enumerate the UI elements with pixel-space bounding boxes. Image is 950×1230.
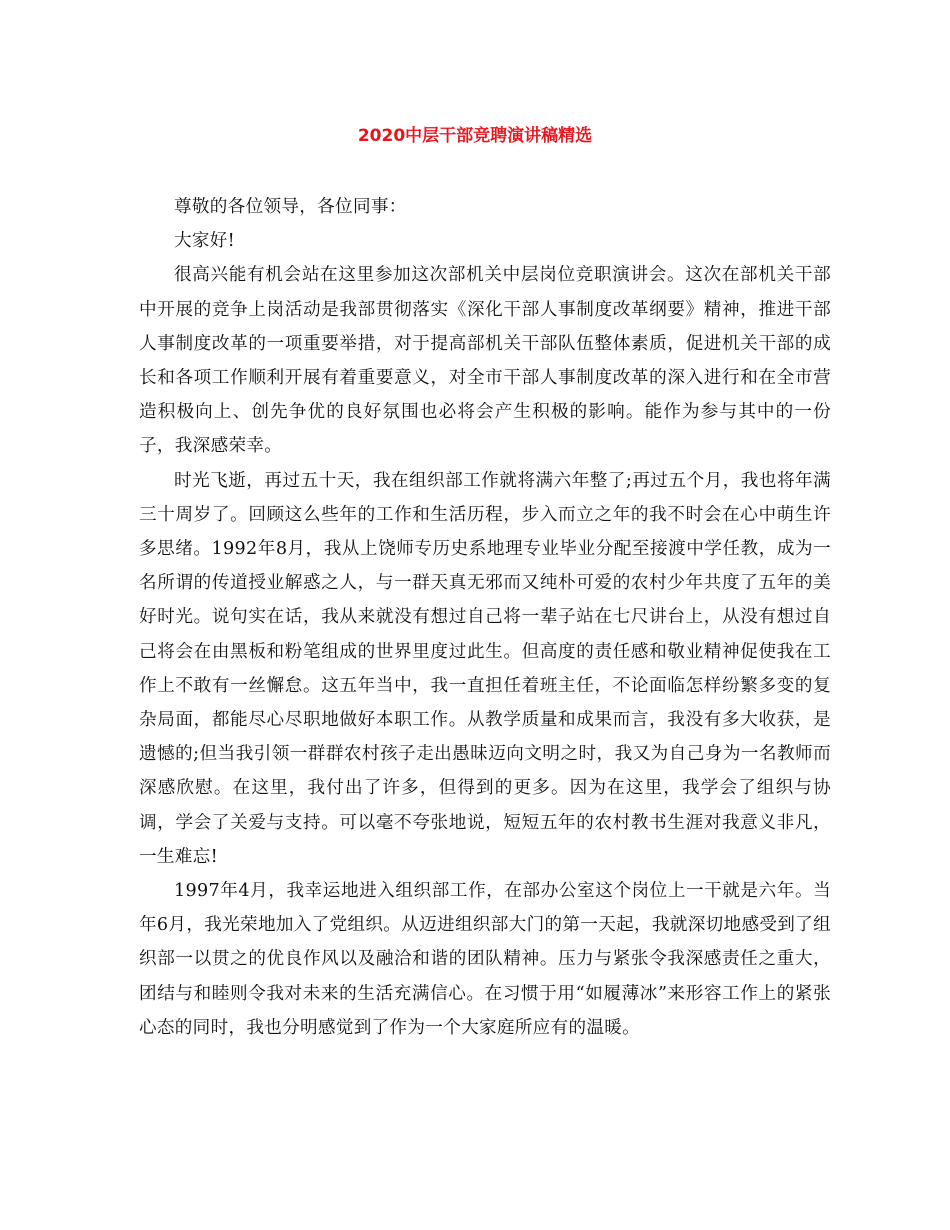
document-title: 2020中层干部竞聘演讲稿精选 <box>357 126 593 146</box>
body-paragraph: 1997年4月，我幸运地进入组织部工作，在部办公室这个岗位上一干就是六年。当年6月，我光荣地加入了党组织。从迈进组织部大门的第一天起，我就深切地感受到了组织部一以贯之的优良作风以及融洽和谐的团队精神。压力与紧张令我深感责任之重大，团结与和睦则令我对未来的生活充满信心。在习惯于用“如履薄冰”来形容工作上的紧张心态的同时，我也分明感觉到了作为一个大家庭所应有的温暖。 <box>139 881 831 1038</box>
salutation-paragraph: 尊敬的各位领导，各位同事： <box>174 197 407 217</box>
body-paragraph: 时光飞逝，再过五十天，我在组织部工作就将满六年整了;再过五个月，我也将年满三十周岁了。回顾这么些年的工作和生活历程，步入而立之年的我不时会在心中萌生许多思绪。1992年8月，我从上饶师专历史系地理专业毕业分配至接渡中学任教，成为一名所谓的传道授业解惑之人，与一群天真无邪而又纯朴可爱的农村少年共度了五年的美好时光。说句实在话，我从来就没有想过自己将一辈子站在七尺讲台上，从没有想过自己将会在由黑板和粉笔组成的世界里度过此生。但高度的责任感和敬业精神促使我在工作上不敢有一丝懈怠。这五年当中，我一直担任着班主任，不论面临怎样纷繁多变的复杂局面，都能尽心尽职地做好本职工作。从教学质量和成果而言，我没有多大收获，是遗憾的;但当我引领一群群农村孩子走出愚昧迈向文明之时，我又为自己身为一名教师而深感欣慰。在这里，我付出了许多，但得到的更多。因为在这里，我学会了组织与协调，学会了关爱与支持。可以毫不夸张地说，短短五年的农村教书生涯对我意义非凡，一生难忘! <box>139 470 831 867</box>
greeting-paragraph: 大家好! <box>174 231 236 252</box>
body-paragraph: 很高兴能有机会站在这里参加这次部机关中层岗位竞职演讲会。这次在部机关干部中开展的竞争上岗活动是我部贯彻落实《深化干部人事制度改革纲要》精神，推进干部人事制度改革的一项重要举措，对于提高部机关干部队伍整体素质，促进机关干部的成长和各项工作顺利开展有着重要意义，对全市干部人事制度改革的深入进行和在全市营造积极向上、创先争优的良好氛围也必将会产生积极的影响。能作为参与其中的一份子，我深感荣幸。 <box>139 265 831 457</box>
document-body <box>139 190 831 1045</box>
